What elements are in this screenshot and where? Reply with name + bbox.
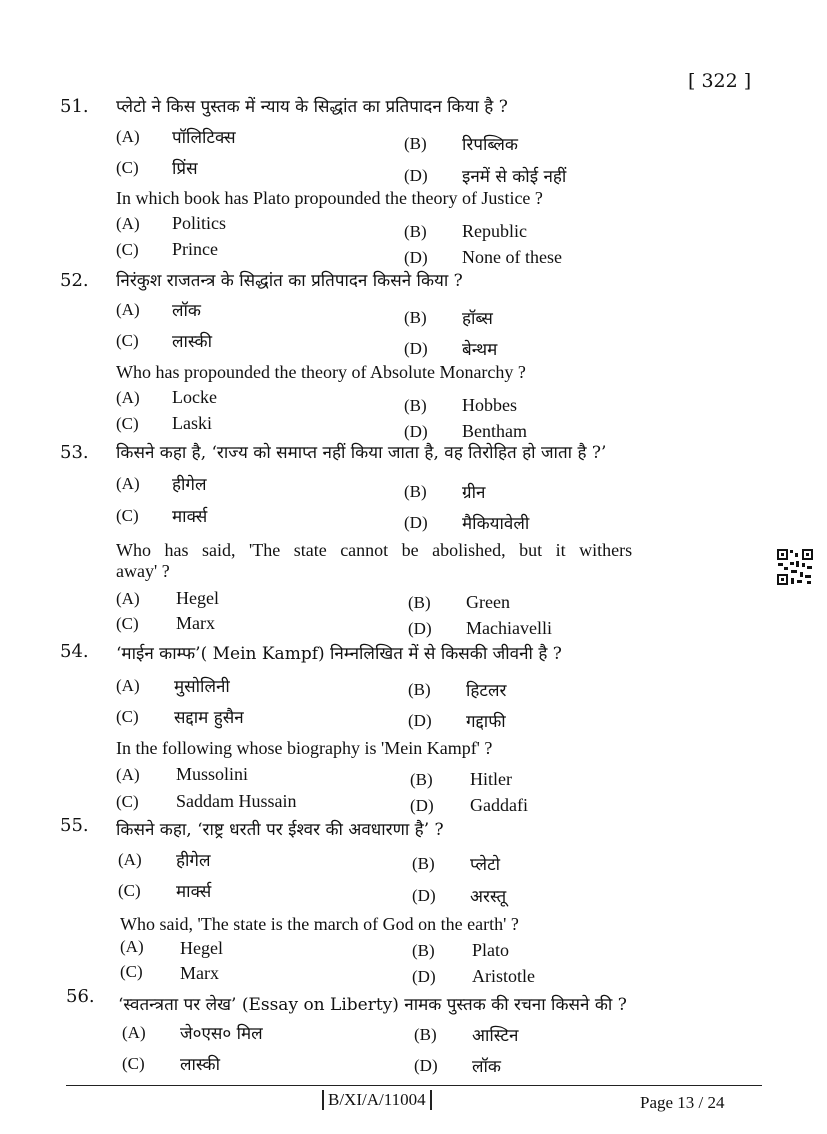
option-text: Green (466, 592, 510, 612)
question-number: 56. (66, 986, 95, 1007)
question-text-hindi: ‘माईन काम्फ’( Mein Kampf) निम्नलिखित में से किसकी जीवनी है ? (116, 644, 562, 664)
option-text: Gaddafi (470, 795, 528, 815)
option-text: हीगेल (172, 475, 207, 495)
option-text: मार्क्स (176, 882, 212, 902)
option-label: (A) (116, 214, 140, 233)
option-text: None of these (462, 247, 562, 267)
footer-divider (66, 1085, 762, 1086)
option-text: बेन्थम (462, 340, 498, 360)
option-label: (B) (404, 134, 427, 153)
option-label: (A) (116, 765, 140, 784)
option-text: Marx (180, 963, 219, 983)
option-text: Marx (176, 613, 215, 633)
qr-code-icon (776, 548, 814, 586)
option-text: Laski (172, 413, 212, 433)
question-number: 51. (60, 96, 89, 117)
question-text-english: In the following whose biography is 'Mein Kampf' ? (116, 738, 493, 758)
option-text: Prince (172, 239, 218, 259)
question-text-hindi: किसने कहा है, ‘राज्य को समाप्त नहीं किया जाता है, वह तिरोहित हो जाता है ?’ (116, 443, 607, 463)
option-text: Saddam Hussain (176, 791, 297, 811)
option-text: Aristotle (472, 966, 535, 986)
option-text: Locke (172, 387, 217, 407)
question-text-english: Who has said, 'The state cannot be abolished, but it withers (116, 540, 633, 560)
question-text-hindi: किसने कहा, ‘राष्ट्र धरती पर ईश्वर की अवधारणा है’ ? (116, 820, 444, 840)
question-text-hindi: प्लेटो ने किस पुस्तक में न्याय के सिद्धांत का प्रतिपादन किया है ? (116, 97, 508, 117)
option-label: (C) (118, 881, 141, 900)
question-text-english-cont: away' ? (116, 561, 170, 581)
option-label: (A) (116, 676, 140, 695)
option-label: (D) (408, 619, 432, 638)
option-label: (B) (404, 482, 427, 501)
option-text: Hegel (176, 588, 219, 608)
paper-code: B/XI/A/11004 (322, 1090, 432, 1110)
option-label: (A) (116, 589, 140, 608)
option-text: लॉक (472, 1057, 501, 1077)
option-text: प्लेटो (470, 855, 501, 875)
option-label: (B) (410, 770, 433, 789)
option-text: इनमें से कोई नहीं (462, 167, 567, 187)
option-label: (C) (120, 962, 143, 981)
option-text: गद्दाफी (466, 712, 506, 732)
option-text: मार्क्स (172, 507, 208, 527)
question-number: 55. (60, 815, 89, 836)
option-label: (A) (116, 300, 140, 319)
option-label: (D) (408, 711, 432, 730)
option-label: (D) (404, 166, 428, 185)
option-label: (C) (116, 707, 139, 726)
question-number: 52. (60, 270, 89, 291)
option-label: (C) (116, 792, 139, 811)
option-text: लास्की (172, 332, 213, 352)
option-label: (D) (404, 513, 428, 532)
option-text: मैकियावेली (462, 514, 530, 534)
option-text: प्रिंस (172, 159, 198, 179)
option-text: Hobbes (462, 395, 517, 415)
option-label: (D) (414, 1056, 438, 1075)
option-text: Hitler (470, 769, 512, 789)
option-label: (A) (122, 1023, 146, 1042)
option-text: सद्दाम हुसैन (174, 708, 244, 728)
option-label: (C) (122, 1054, 145, 1073)
question-text-english: Who said, 'The state is the march of God on the earth' ? (120, 914, 519, 934)
question-number: 54. (60, 641, 89, 662)
option-text: Machiavelli (466, 618, 552, 638)
option-text: हीगेल (176, 851, 211, 871)
option-text: Plato (472, 940, 510, 960)
option-label: (A) (116, 474, 140, 493)
option-label: (B) (414, 1025, 437, 1044)
question-text-english: In which book has Plato propounded the theory of Justice ? (116, 188, 543, 208)
option-label: (A) (116, 388, 140, 407)
option-text: Republic (462, 221, 527, 241)
option-label: (C) (116, 614, 139, 633)
option-text: Hegel (180, 938, 223, 958)
option-label: (A) (118, 850, 142, 869)
option-text: आस्टिन (472, 1026, 519, 1046)
option-text: Politics (172, 213, 227, 233)
option-text: लॉक (172, 301, 201, 321)
question-text-english: Who has propounded the theory of Absolute Monarchy ? (116, 362, 526, 382)
option-label: (D) (404, 422, 428, 441)
option-text: रिपब्लिक (462, 135, 518, 155)
option-text: जे०एस० मिल (180, 1024, 263, 1044)
question-text-hindi: ‘स्वतन्त्रता पर लेख’ (Essay on Liberty) नामक पुस्तक की रचना किसने की ? (118, 995, 627, 1015)
option-label: (D) (404, 248, 428, 267)
option-label: (D) (412, 967, 436, 986)
option-label: (A) (120, 937, 144, 956)
option-text: हिटलर (466, 681, 507, 701)
page-number: [ 322 ] (688, 70, 752, 92)
option-label: (B) (412, 854, 435, 873)
option-label: (B) (408, 593, 431, 612)
option-label: (C) (116, 506, 139, 525)
option-label: (C) (116, 414, 139, 433)
option-text: ग्रीन (462, 483, 486, 503)
option-label: (B) (404, 396, 427, 415)
option-label: (A) (116, 127, 140, 146)
option-text: Mussolini (176, 764, 249, 784)
option-text: मुसोलिनी (174, 677, 230, 697)
option-text: लास्की (180, 1055, 221, 1075)
option-label: (D) (404, 339, 428, 358)
option-label: (B) (412, 941, 435, 960)
option-text: Bentham (462, 421, 527, 441)
option-label: (B) (404, 222, 427, 241)
option-text: हॉब्स (462, 309, 493, 329)
question-text-hindi: निरंकुश राजतन्त्र के सिद्धांत का प्रतिपादन किसने किया ? (116, 271, 463, 291)
option-label: (B) (404, 308, 427, 327)
option-text: पॉलिटिक्स (172, 128, 236, 148)
option-label: (C) (116, 331, 139, 350)
option-label: (D) (412, 886, 436, 905)
option-label: (C) (116, 240, 139, 259)
option-label: (C) (116, 158, 139, 177)
page-indicator: Page 13 / 24 (640, 1093, 725, 1112)
option-label: (B) (408, 680, 431, 699)
question-number: 53. (60, 442, 89, 463)
option-label: (D) (410, 796, 434, 815)
option-text: अरस्तू (470, 887, 507, 907)
